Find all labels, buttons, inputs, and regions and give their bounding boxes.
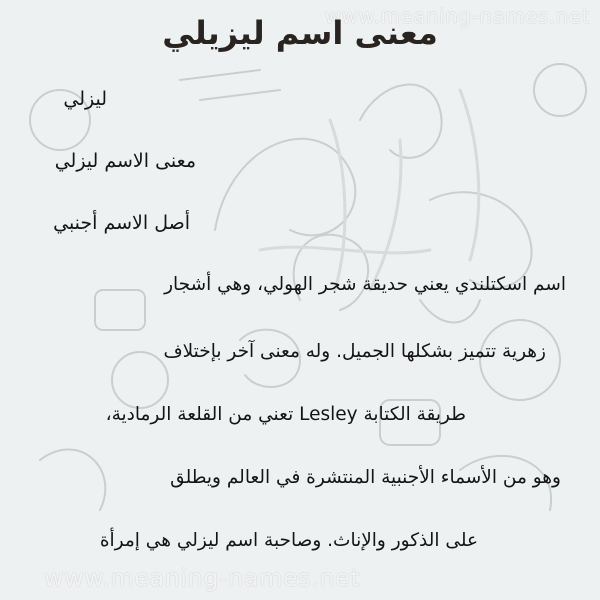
text-line-meaning: معنى الاسم ليزلي (54, 150, 196, 172)
text-line-description-5: على الذكور والإناث. وصاحبة اسم ليزلي هي إمرأة (99, 530, 478, 551)
text-line-origin: أصل الاسم أجنبي (53, 212, 190, 234)
text-line-description-1: اسم اسكتلندي يعني حديقة شجر الهولي، وهي أشجار (164, 274, 566, 295)
text-line-description-2: زهرية تتميز بشكلها الجميل. وله معنى آخر بإختلاف (163, 341, 546, 362)
text-line-name: ليزلي (63, 88, 107, 110)
text-line-description-4: وهو من الأسماء الأجنبية المنتشرة في العالم ويطلق (170, 467, 561, 488)
text-line-description-3: طريقة الكتابة Lesley تعني من القلعة الرمادية، (105, 404, 466, 425)
watermark-bottom: www.meaning-names.net (44, 564, 361, 592)
page-title: معنى اسم ليزيلي (162, 14, 438, 52)
watermark-top: www.meaning-names.net (324, 4, 590, 28)
